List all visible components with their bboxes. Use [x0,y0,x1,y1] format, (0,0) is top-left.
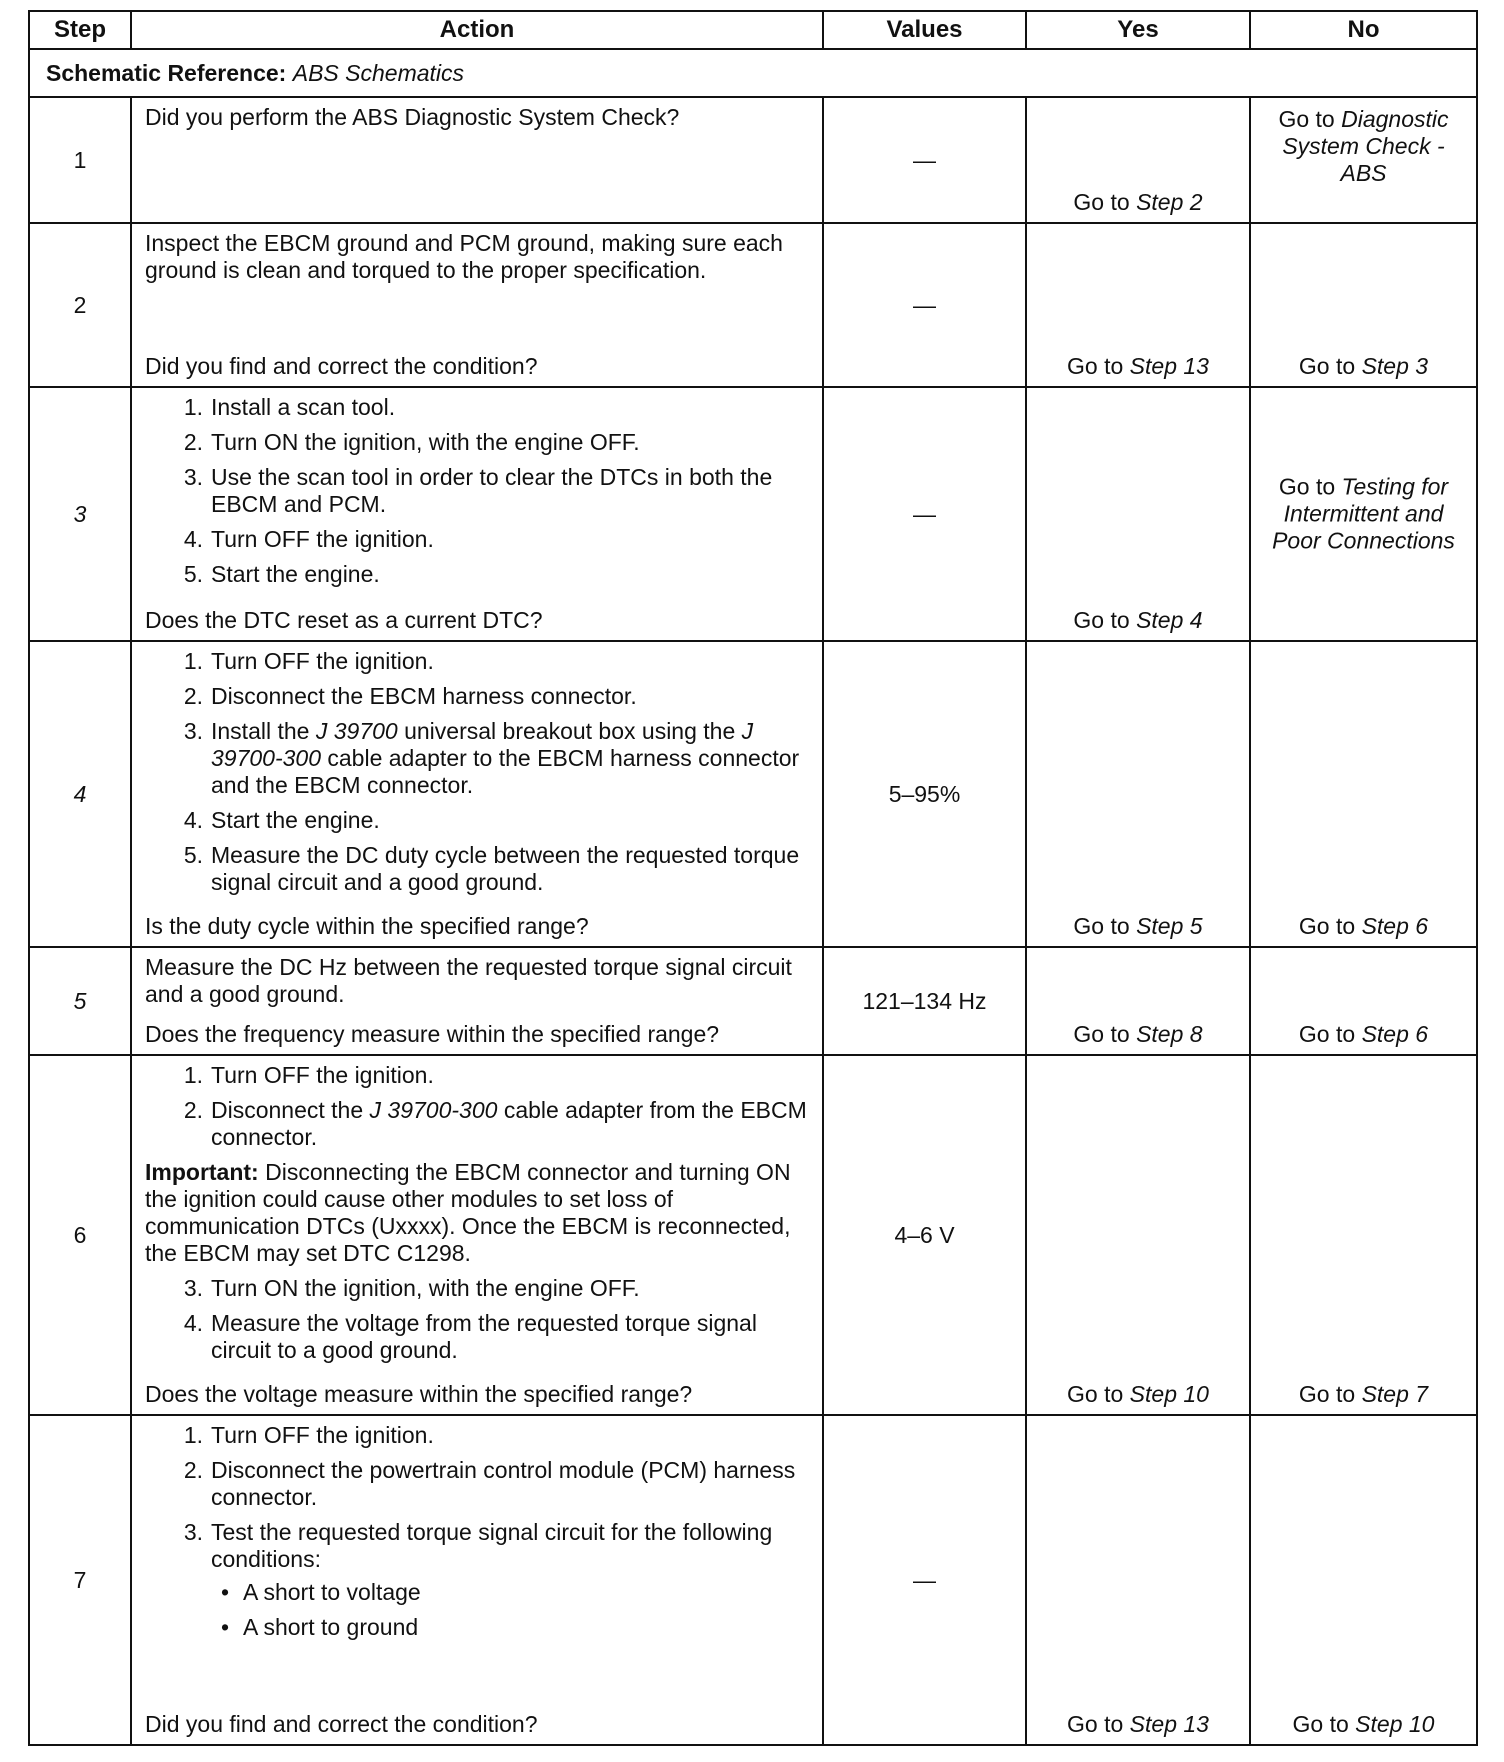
yes-link[interactable]: Step 2 [1136,189,1203,215]
condition-list [211,1579,814,1641]
tool-reference: J 39700-300 [369,1097,498,1123]
header-yes: Yes [1026,11,1250,49]
no-link[interactable]: Step 6 [1361,1021,1429,1047]
list-item: 4. Start the engine. [183,807,380,833]
no-cell [1250,947,1477,1055]
header-step: Step [29,11,131,49]
no-link[interactable]: Diagnostic System Check - ABS [1282,106,1449,186]
no-link[interactable]: Step 7 [1361,1381,1429,1407]
yes-prefix: Go to [1073,189,1130,215]
value-cell: — [823,387,1026,641]
yes-prefix: Go to [1067,1711,1124,1737]
action-cell [131,97,823,223]
action-steps-continued [145,1275,814,1364]
list-item: 1. Turn OFF the ignition. [183,1422,434,1448]
yes-link[interactable]: Step 13 [1129,1711,1209,1737]
list-item: 1. Install a scan tool. [183,394,396,420]
value-cell: — [823,1415,1026,1745]
yes-prefix: Go to [1073,607,1130,633]
diagnostic-table-page [28,10,1476,1746]
yes-prefix: Go to [1073,913,1130,939]
action-question: Is the duty cycle within the specified range? [145,913,589,939]
no-cell [1250,641,1477,947]
table-row-step-5 [29,947,1477,1055]
list-item: 3. Install the J 39700 universal breakout box using the J 39700-300 cable adapter to the EBCM harness connector and the EBCM connector. [183,718,800,798]
table-row-step-4 [29,641,1477,947]
action-cell [131,641,823,947]
list-item: • A short to ground [221,1614,419,1640]
list-item: 2. Disconnect the J 39700-300 cable adapter from the EBCM connector. [183,1097,807,1150]
list-item: 5. Measure the DC duty cycle between the requested torque signal circuit and a good ground. [183,842,800,895]
schematic-reference-link[interactable]: ABS Schematics [292,59,465,86]
no-prefix: Go to [1278,473,1336,500]
step-number: 1 [29,97,131,223]
action-cell [131,1415,823,1745]
no-cell [1250,387,1477,641]
action-question: Does the DTC reset as a current DTC? [145,607,543,633]
step-number: 2 [29,223,131,387]
no-cell [1250,1415,1477,1745]
list-item: • A short to voltage [221,1579,421,1605]
action-cell [131,1055,823,1415]
action-question: Did you find and correct the condition? [145,1711,538,1737]
important-note [145,1159,814,1267]
action-question: Did you perform the ABS Diagnostic System Check? [145,104,680,130]
action-steps [145,394,814,596]
no-cell [1250,97,1477,223]
table-row-step-7 [29,1415,1477,1745]
list-item: 2. Disconnect the EBCM harness connector. [183,683,637,709]
table-row-step-3 [29,387,1477,641]
no-prefix: Go to [1298,1381,1356,1407]
value-cell: 5–95% [823,641,1026,947]
bullet-icon: • [221,1579,230,1605]
schematic-reference-row [29,49,1477,97]
step-number: 6 [29,1055,131,1415]
header-action: Action [131,11,823,49]
action-question: Does the frequency measure within the specified range? [145,1021,720,1047]
yes-cell [1026,223,1250,387]
important-text: Disconnecting the EBCM connector and turning ON the ignition could cause other modules to set loss of communication DTCs (Uxxxx). Once the EBCM is reconnected, the EBCM may set DTC C1298. [145,1159,791,1266]
list-item: 2. Turn ON the ignition, with the engine OFF. [183,429,640,455]
value-cell: 121–134 Hz [823,947,1026,1055]
header-values: Values [823,11,1026,49]
yes-cell [1026,947,1250,1055]
value-cell: — [823,223,1026,387]
list-item: 2. Disconnect the powertrain control module (PCM) harness connector. [183,1457,796,1510]
action-steps [145,1062,814,1151]
important-label: Important: [145,1159,259,1185]
list-item: 3. Use the scan tool in order to clear the DTCs in both the EBCM and PCM. [183,464,773,517]
value-cell: 4–6 V [823,1055,1026,1415]
action-intro: Measure the DC Hz between the requested torque signal circuit and a good ground. [145,954,792,1007]
step-number: 3 [29,387,131,641]
action-cell [131,947,823,1055]
diagnostic-table [28,10,1478,1746]
no-prefix: Go to [1298,1021,1356,1047]
yes-link[interactable]: Step 5 [1136,913,1203,939]
yes-cell [1026,641,1250,947]
value-cell: — [823,97,1026,223]
yes-prefix: Go to [1067,1381,1124,1407]
yes-link[interactable]: Step 8 [1136,1021,1203,1047]
list-item: 3. Turn ON the ignition, with the engine OFF. [183,1275,640,1301]
list-item: 4. Measure the voltage from the requested torque signal circuit to a good ground. [183,1310,757,1363]
yes-link[interactable]: Step 4 [1136,607,1203,633]
action-steps [145,1422,814,1649]
no-prefix: Go to [1278,106,1335,132]
no-link[interactable]: Step 6 [1361,913,1429,939]
no-cell [1250,1055,1477,1415]
table-row-step-1 [29,97,1477,223]
bullet-icon: • [221,1614,230,1640]
step-number: 5 [29,947,131,1055]
step-number: 4 [29,641,131,947]
yes-cell [1026,97,1250,223]
tool-reference: J 39700-300 [211,718,754,771]
yes-cell [1026,1055,1250,1415]
list-item: 4. Turn OFF the ignition. [183,526,434,552]
action-question: Did you find and correct the condition? [145,353,538,379]
no-cell [1250,223,1477,387]
list-item: 1. Turn OFF the ignition. [183,1062,434,1088]
action-cell [131,223,823,387]
no-prefix: Go to [1292,1711,1349,1737]
no-link[interactable]: Step 3 [1361,353,1429,379]
yes-link[interactable]: Step 10 [1129,1381,1209,1407]
yes-prefix: Go to [1073,1021,1130,1047]
schematic-reference [29,49,1477,97]
table-row-step-2 [29,223,1477,387]
no-prefix: Go to [1298,913,1356,939]
tool-reference: J 39700 [315,718,398,744]
list-item: 5. Start the engine. [183,561,380,587]
list-item: 1. Turn OFF the ignition. [183,648,434,674]
yes-cell [1026,387,1250,641]
header-row [29,11,1477,49]
no-prefix: Go to [1298,353,1356,379]
no-link[interactable]: Step 10 [1355,1711,1435,1737]
action-intro: Inspect the EBCM ground and PCM ground, making sure each ground is clean and torqued to the proper specification. [145,230,783,283]
action-question: Does the voltage measure within the specified range? [145,1381,693,1407]
header-no: No [1250,11,1477,49]
no-link[interactable]: Testing for Intermittent and Poor Connections [1272,473,1455,554]
list-item: 3. Test the requested torque signal circuit for the following conditions: • A short to voltage • A short to ground [145,1519,814,1649]
action-steps [145,648,814,904]
step-number: 7 [29,1415,131,1745]
table-row-step-6 [29,1055,1477,1415]
yes-link[interactable]: Step 13 [1129,353,1209,379]
schematic-reference-label: Schematic Reference: [46,59,287,86]
yes-prefix: Go to [1067,353,1124,379]
yes-cell [1026,1415,1250,1745]
action-cell [131,387,823,641]
